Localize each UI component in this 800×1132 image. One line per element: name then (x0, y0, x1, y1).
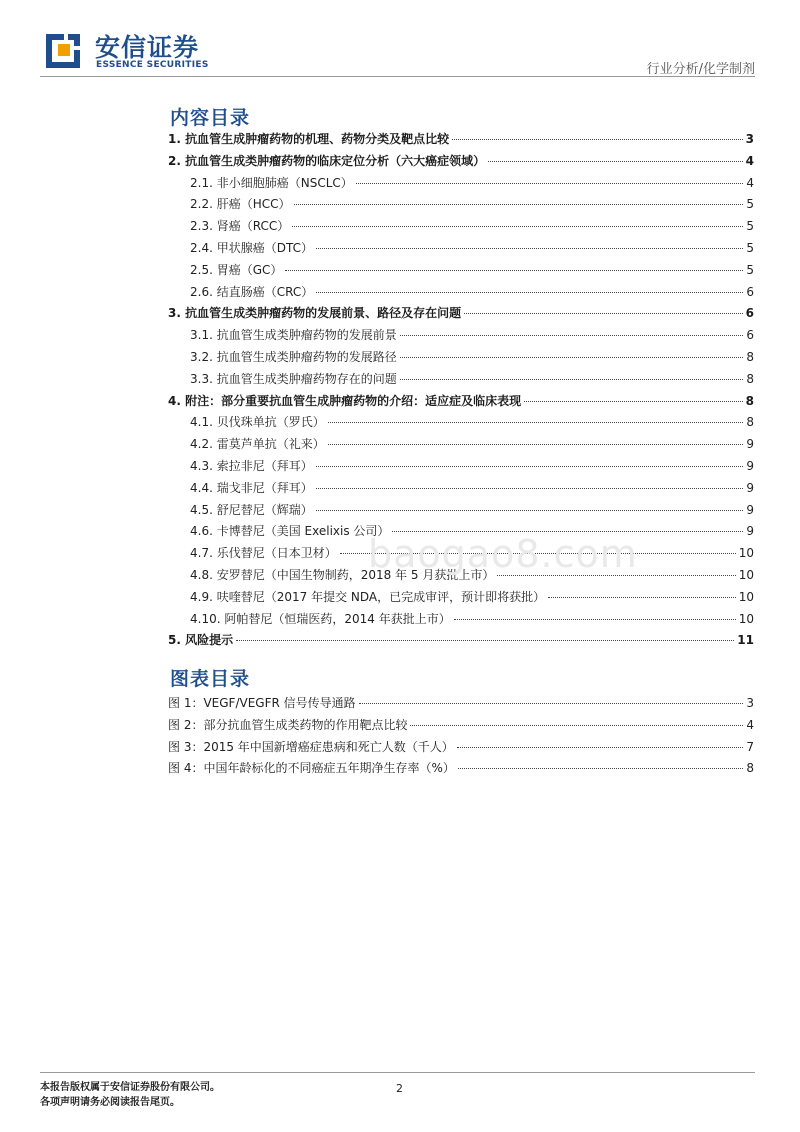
toc-entry-number: 2.4. (190, 241, 213, 255)
toc-entry-title: 抗血管生成类肿瘤药物的临床定位分析（六大癌症领域） (185, 153, 486, 168)
toc-entry[interactable] (168, 195, 754, 215)
figure-entry-number: 图 2： (168, 717, 204, 732)
toc-entry-page: 8 (746, 350, 754, 364)
toc-entry-number: 2.5. (190, 262, 213, 277)
toc-entry-page: 10 (738, 546, 754, 561)
toc-entry-title: 抗血管生成类肿瘤药物的发展前景、路径及存在问题 (185, 306, 462, 321)
toc-entry-title: 胃癌（GC） (216, 262, 283, 277)
toc-entry-number: 4.4. (190, 480, 213, 495)
leader-dots (458, 768, 744, 769)
toc-entry-number: 4.5. (190, 502, 213, 517)
figure-entry-number: 图 4： (168, 761, 204, 776)
leader-dots (410, 725, 743, 726)
figure-entry-title: VEGF/VEGFR 信号传导通路 (203, 696, 356, 710)
toc-entry-number: 4.8. (190, 568, 213, 582)
toc-entry[interactable] (168, 479, 754, 499)
toc-entry-page: 3 (745, 132, 754, 146)
toc-entry[interactable] (168, 174, 754, 194)
toc-entry-page: 9 (746, 437, 754, 452)
toc-entry-page: 11 (737, 633, 754, 648)
toc-entry[interactable] (168, 152, 754, 172)
figure-entry-page: 7 (746, 739, 754, 754)
page-number: 2 (396, 1082, 403, 1095)
toc-entry-number: 4.3. (190, 459, 213, 473)
essence-logo-icon (44, 30, 84, 68)
toc-entry-title: 乐伐替尼（日本卫材） (216, 546, 337, 561)
toc-entry[interactable] (168, 261, 754, 281)
toc-entry-title: 阿帕替尼（恒瑞医药，2014 年获批上市） (224, 611, 451, 626)
toc-entry-title: 肾癌（RCC） (216, 219, 290, 234)
toc-entry[interactable] (168, 588, 754, 608)
leader-dots (400, 357, 744, 358)
figure-entry[interactable] (168, 716, 754, 736)
leader-dots (356, 183, 744, 184)
figure-entry-number: 图 1： (168, 696, 204, 710)
leader-dots (294, 204, 744, 205)
header-divider (40, 76, 755, 77)
figure-entry-number: 图 3： (168, 739, 204, 754)
leader-dots (524, 401, 743, 402)
footer-copyright: 本报告版权属于安信证券股份有限公司。 (40, 1082, 220, 1093)
toc-entry-page: 9 (746, 459, 754, 473)
footer-disclaimer (40, 1080, 220, 1110)
toc-entry-page: 8 (746, 415, 754, 430)
toc-entry-title: 抗血管生成类肿瘤药物的发展前景 (216, 328, 397, 343)
toc-entry-page: 6 (745, 306, 754, 321)
leader-dots (548, 597, 736, 598)
footer-divider (40, 1072, 755, 1073)
toc-entry-page: 6 (746, 328, 754, 343)
leader-dots (452, 139, 743, 140)
toc-entry-number: 4.7. (190, 546, 213, 561)
toc-entry[interactable] (168, 631, 754, 651)
toc-entry-title: 瑞戈非尼（拜耳） (216, 480, 313, 495)
toc-entry-title: 舒尼替尼（辉瑞） (216, 502, 313, 517)
brand-name-en: ESSENCE SECURITIES (96, 60, 209, 70)
toc-entry[interactable] (168, 457, 754, 477)
toc-entry[interactable] (168, 435, 754, 455)
watermark: baogao8.com (368, 532, 638, 576)
toc-entry-title: 抗血管生成类肿瘤药物的发展路径 (216, 350, 397, 364)
toc-entry-title: 风险提示 (185, 633, 234, 648)
figures-title: 图表目录 (170, 668, 251, 690)
toc-entry-number: 4.1. (190, 415, 213, 430)
toc-entry-page: 4 (745, 153, 754, 168)
page-header (40, 28, 755, 76)
toc-entry-page: 5 (746, 219, 754, 234)
leader-dots (454, 619, 736, 620)
leader-dots (285, 270, 743, 271)
toc-entry-title: 卡博替尼（美国 Exelixis 公司） (216, 524, 390, 539)
toc-entry-title: 结直肠癌（CRC） (216, 284, 314, 299)
toc-entry[interactable] (168, 217, 754, 237)
leader-dots (236, 640, 734, 641)
toc-entry-title: 抗血管生成肿瘤药物的机理、药物分类及靶点比较 (185, 132, 450, 146)
figure-entry[interactable] (168, 738, 754, 758)
figure-entry-title: 2015 年中国新增癌症患病和死亡人数（千人） (203, 739, 454, 754)
figure-entry-page: 8 (746, 761, 754, 776)
leader-dots (316, 510, 744, 511)
toc-entry-page: 10 (738, 589, 754, 604)
leader-dots (464, 313, 743, 314)
toc-entry-number: 4. (168, 393, 181, 408)
toc-entry-number: 4.9. (190, 589, 213, 604)
leader-dots (359, 703, 744, 704)
toc-entry-title: 非小细胞肺癌（NSCLC） (216, 175, 353, 190)
toc-entry-title: 雷莫芦单抗（礼来） (216, 437, 325, 452)
toc-entry-number: 4.6. (190, 524, 213, 539)
leader-dots (400, 379, 744, 380)
figure-entry-page: 4 (746, 717, 754, 732)
leader-dots (400, 335, 744, 336)
toc-entry-number: 4.2. (190, 437, 213, 452)
toc-entry-page: 10 (738, 611, 754, 626)
toc-entry-number: 2.3. (190, 219, 213, 234)
toc-entry-page: 9 (746, 524, 754, 539)
toc-entry-title: 甲状腺癌（DTC） (216, 241, 313, 255)
toc-entry-number: 4.10. (190, 611, 221, 626)
toc-entry[interactable] (168, 304, 754, 324)
toc-entry-number: 2.1. (190, 175, 213, 190)
toc-entry-page: 8 (746, 371, 754, 386)
toc-entry-number: 3.1. (190, 328, 213, 343)
leader-dots (316, 248, 743, 249)
figure-entry-title: 部分抗血管生成类药物的作用靶点比较 (203, 717, 408, 732)
toc-entry-number: 3.2. (190, 350, 213, 364)
toc-entry-number: 5. (168, 633, 181, 648)
toc-entry[interactable] (168, 370, 754, 390)
toc-entry-title: 呋喹替尼（2017 年提交 NDA，已完成审评，预计即将获批） (216, 589, 546, 604)
toc-entry-page: 5 (746, 197, 754, 212)
toc-entry[interactable] (168, 239, 754, 259)
leader-dots (488, 161, 743, 162)
toc-entry-number: 2.6. (190, 284, 213, 299)
toc-entry-number: 1. (168, 132, 181, 146)
toc-entry[interactable] (168, 413, 754, 433)
toc-entry[interactable] (168, 348, 754, 368)
leader-dots (316, 488, 744, 489)
toc-entry-number: 3.3. (190, 371, 213, 386)
toc-entry-number: 2. (168, 153, 181, 168)
footer-notice: 各项声明请务必阅读报告尾页。 (40, 1097, 180, 1108)
toc-entry-page: 4 (746, 175, 754, 190)
toc-entry-page: 5 (746, 262, 754, 277)
leader-dots (292, 226, 743, 227)
toc-entry[interactable] (168, 392, 754, 412)
toc-entry-title: 附注：部分重要抗血管生成肿瘤药物的介绍：适应症及临床表现 (185, 393, 522, 408)
leader-dots (328, 422, 744, 423)
figure-entry[interactable] (168, 759, 754, 779)
report-category: 行业分析/化学制剂 (646, 62, 755, 77)
leader-dots (457, 747, 744, 748)
toc-entry-page: 5 (746, 241, 754, 255)
toc-entry[interactable] (168, 610, 754, 630)
toc-entry-title: 安罗替尼（中国生物制药，2018 年 5 月获批上市） (216, 568, 495, 582)
figure-entry-title: 中国年龄标化的不同癌症五年期净生存率（%） (203, 761, 455, 776)
toc-title: 内容目录 (170, 107, 251, 129)
leader-dots (316, 292, 743, 293)
toc-entry-title: 肝癌（HCC） (216, 197, 291, 212)
toc-entry[interactable] (168, 130, 754, 150)
leader-dots (328, 444, 744, 445)
figure-entry-page: 3 (746, 696, 754, 710)
toc-entry[interactable] (168, 501, 754, 521)
toc-entry[interactable] (168, 326, 754, 346)
toc-entry-page: 9 (746, 480, 754, 495)
toc-entry-page: 6 (746, 284, 754, 299)
brand-name-cn: 安信证券 (95, 33, 200, 62)
leader-dots (316, 466, 744, 467)
toc-entry-title: 抗血管生成类肿瘤药物存在的问题 (216, 371, 397, 386)
toc-entry-number: 2.2. (190, 197, 213, 212)
toc-entry-page: 9 (746, 502, 754, 517)
toc-entry-page: 10 (738, 568, 754, 582)
toc-entry-page: 8 (745, 393, 754, 408)
toc-entry[interactable] (168, 283, 754, 303)
figure-entry[interactable] (168, 694, 754, 714)
toc-entry-number: 3. (168, 306, 181, 321)
toc-entry-title: 贝伐珠单抗（罗氏） (216, 415, 325, 430)
toc-entry-title: 索拉非尼（拜耳） (216, 459, 313, 473)
